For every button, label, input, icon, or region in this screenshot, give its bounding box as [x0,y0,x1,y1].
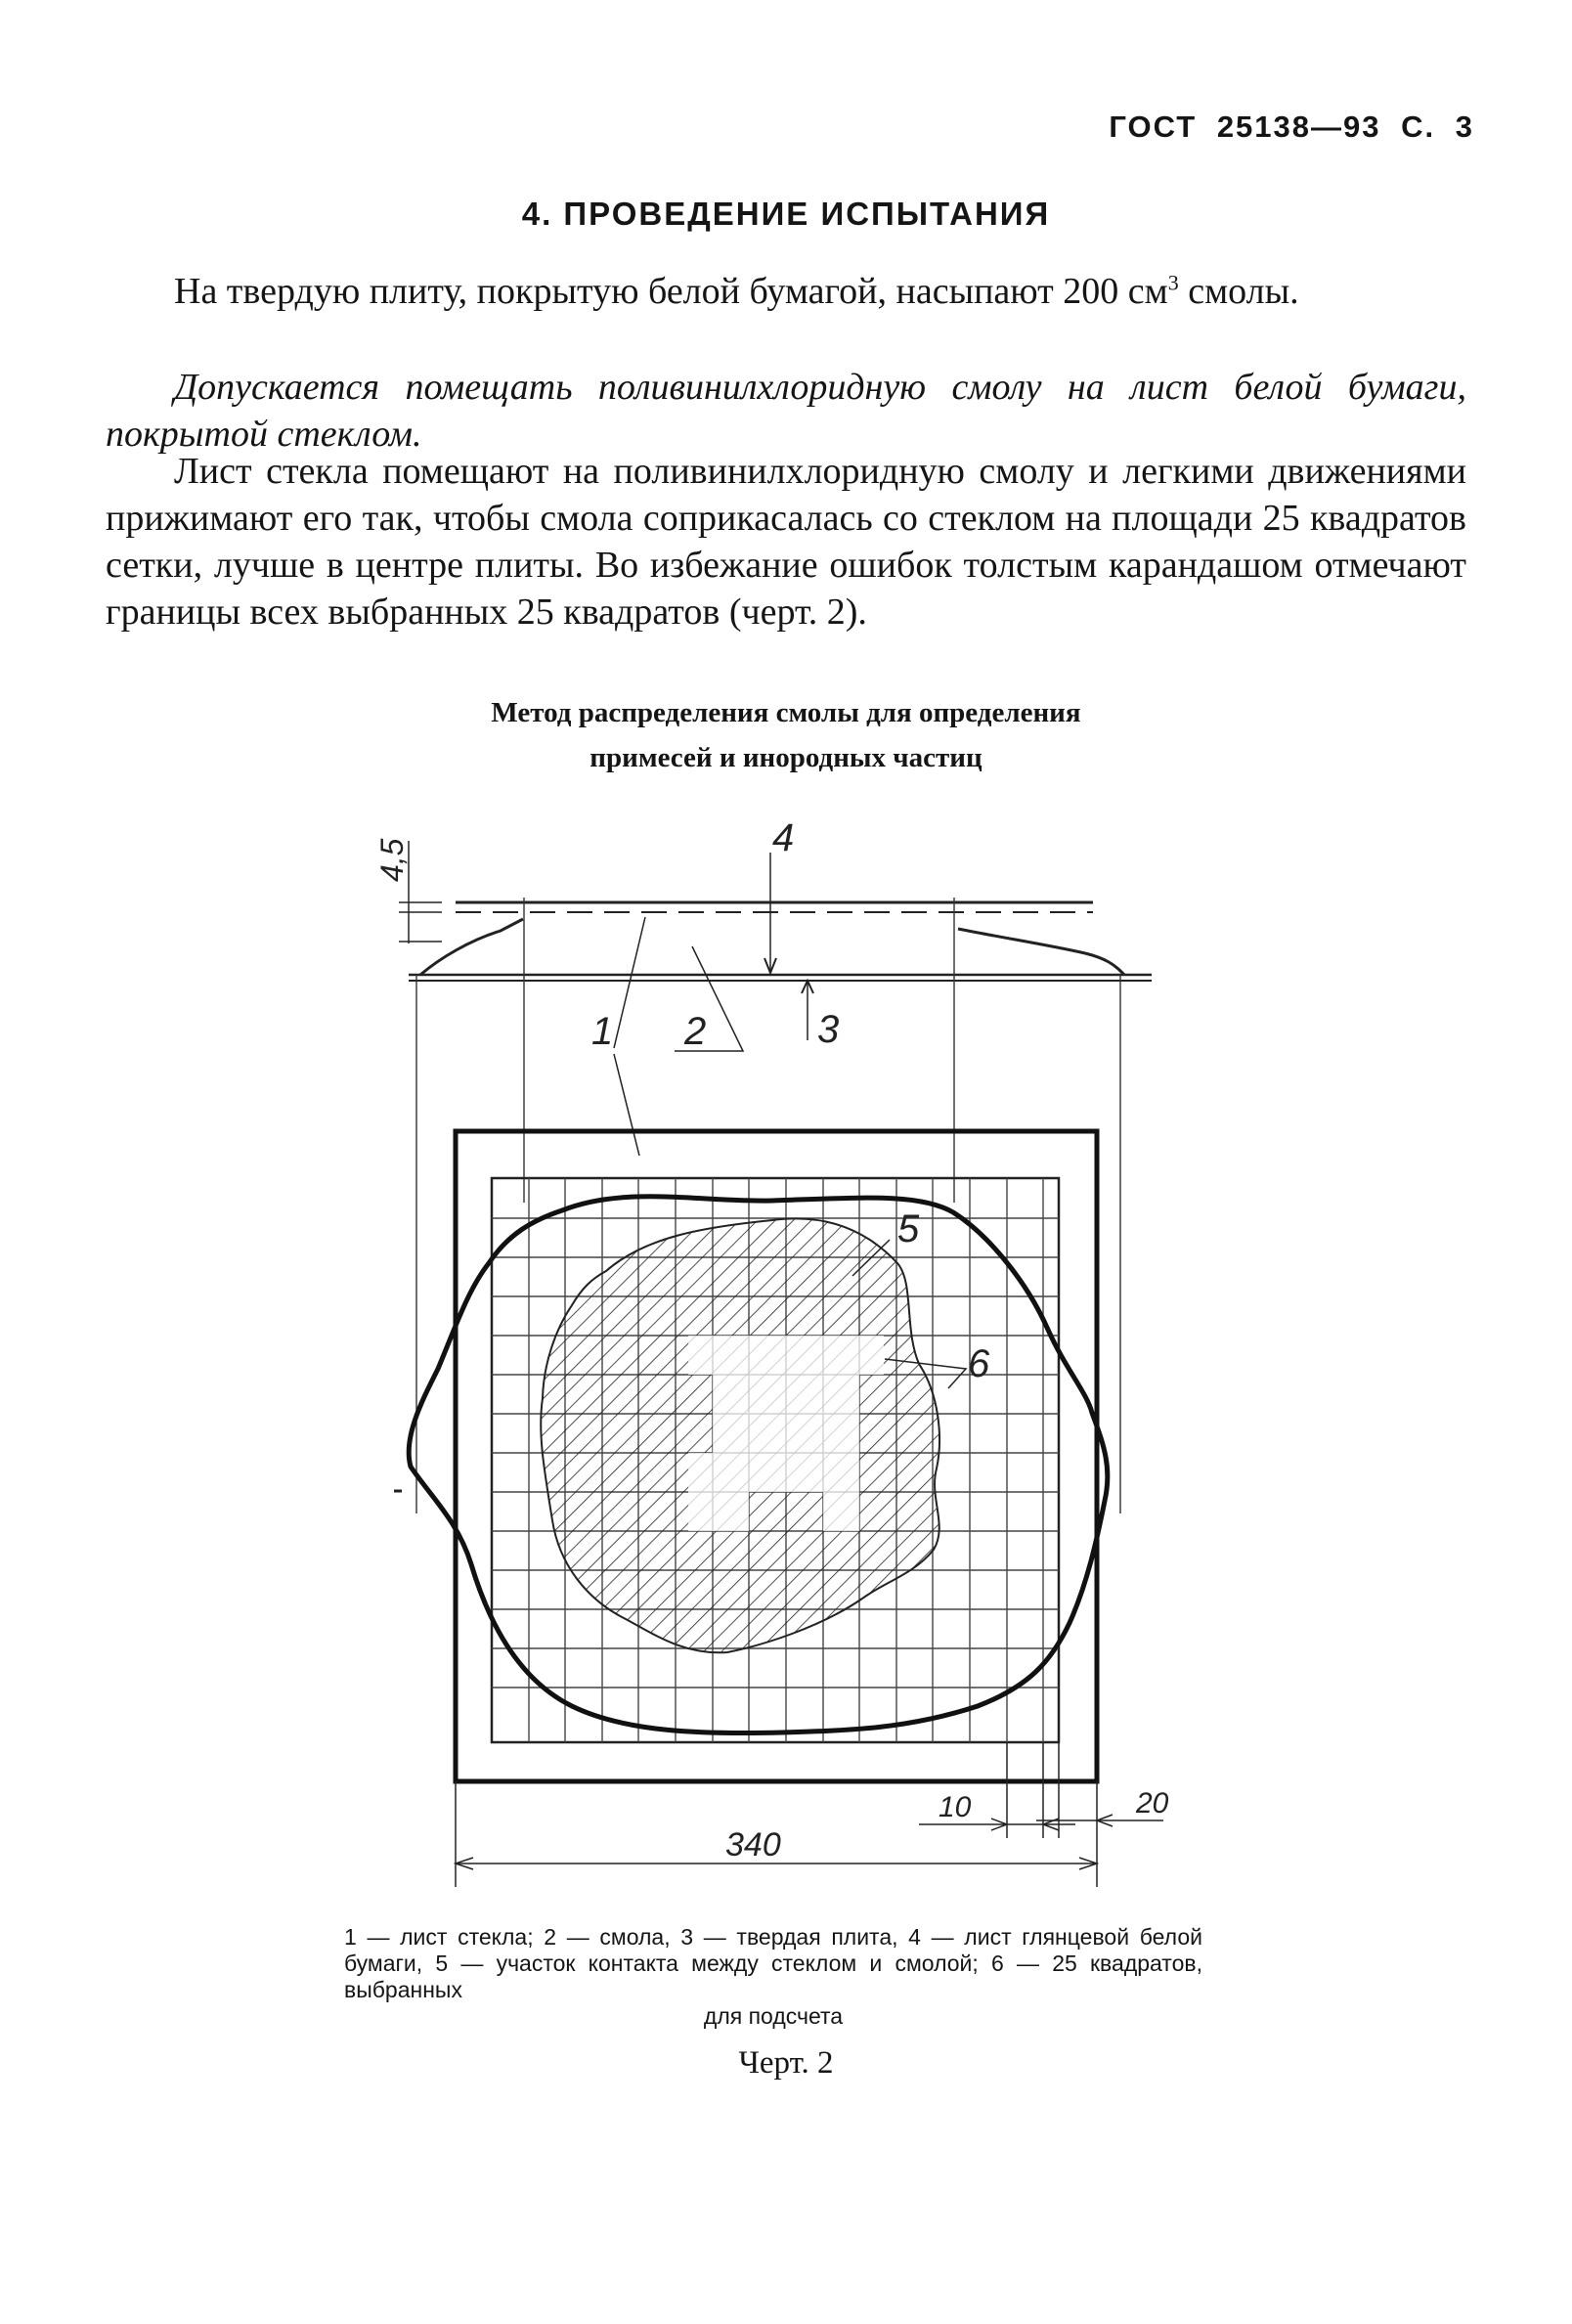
paragraph-3 [106,448,1466,636]
dim-cell: 10 [939,1791,972,1823]
paragraph-2-text: Допускается помещать поливинилхлоридную смолу на лист белой бумаги, покрытой стеклом. [106,367,1466,455]
paragraph-1-text: На твердую плиту, покрытую белой бумагой, насыпают 200 см [174,271,1168,312]
label-1-leader [614,917,645,1048]
technical-drawing [0,802,1572,1907]
standard-number: ГОСТ 25138—93 [1109,110,1381,144]
label-6: 6 [968,1342,990,1385]
paragraph-2 [106,364,1466,458]
figure-title-line-1: Метод распределения смолы для определения [491,697,1081,728]
resin-right-profile [958,929,1124,975]
label-4: 4 [772,816,795,859]
dim-thickness: 4,5 [374,838,410,882]
label-1: 1 [591,1010,614,1053]
label-1-leader-lower [614,1054,639,1156]
resin-left-profile [420,919,523,975]
label-3: 3 [817,1008,840,1051]
bottom-dimensions [456,1742,1163,1887]
dim-margin: 20 [1136,1787,1169,1820]
paragraph-1-tail: смолы. [1178,271,1299,312]
paragraph-3-text: Лист стекла помещают на поливинилхлоридную смолу и легкими движениями прижимают его так, чтобы смола соприкасалась со стеклом на площади 25 квадратов сетки, лучше в центре плиты. Во избежание ошибок толстым карандашом отмечают границы всех выбранных 25 квадратов (черт. 2). [106,451,1466,633]
page-header [1109,110,1474,145]
figure-legend [344,1924,1202,2030]
paragraph-1-superscript: 3 [1167,270,1179,295]
dim-overall: 340 [725,1826,781,1864]
figure-caption: Черт. 2 [738,2045,834,2081]
legend-main: 1 — лист стекла; 2 — смола, 3 — твердая плита, 4 — лист глянцевой белой бумаги, 5 — участок контакта между стеклом и смолой; 6 — 25 квадратов, выбранных [344,1924,1202,2002]
figure-title [0,690,1572,780]
label-5: 5 [897,1207,920,1250]
section-title: 4. ПРОВЕДЕНИЕ ИСПЫТАНИЯ [521,196,1051,232]
label-2: 2 [684,1010,707,1053]
paragraph-1 [106,268,1466,315]
figure-title-line-2: примесей и инородных частиц [590,742,982,773]
plan-view [394,1131,1108,1781]
page-number: С. 3 [1401,110,1474,144]
legend-last-line: для подсчета [703,2003,844,2029]
side-view [399,841,1152,1156]
